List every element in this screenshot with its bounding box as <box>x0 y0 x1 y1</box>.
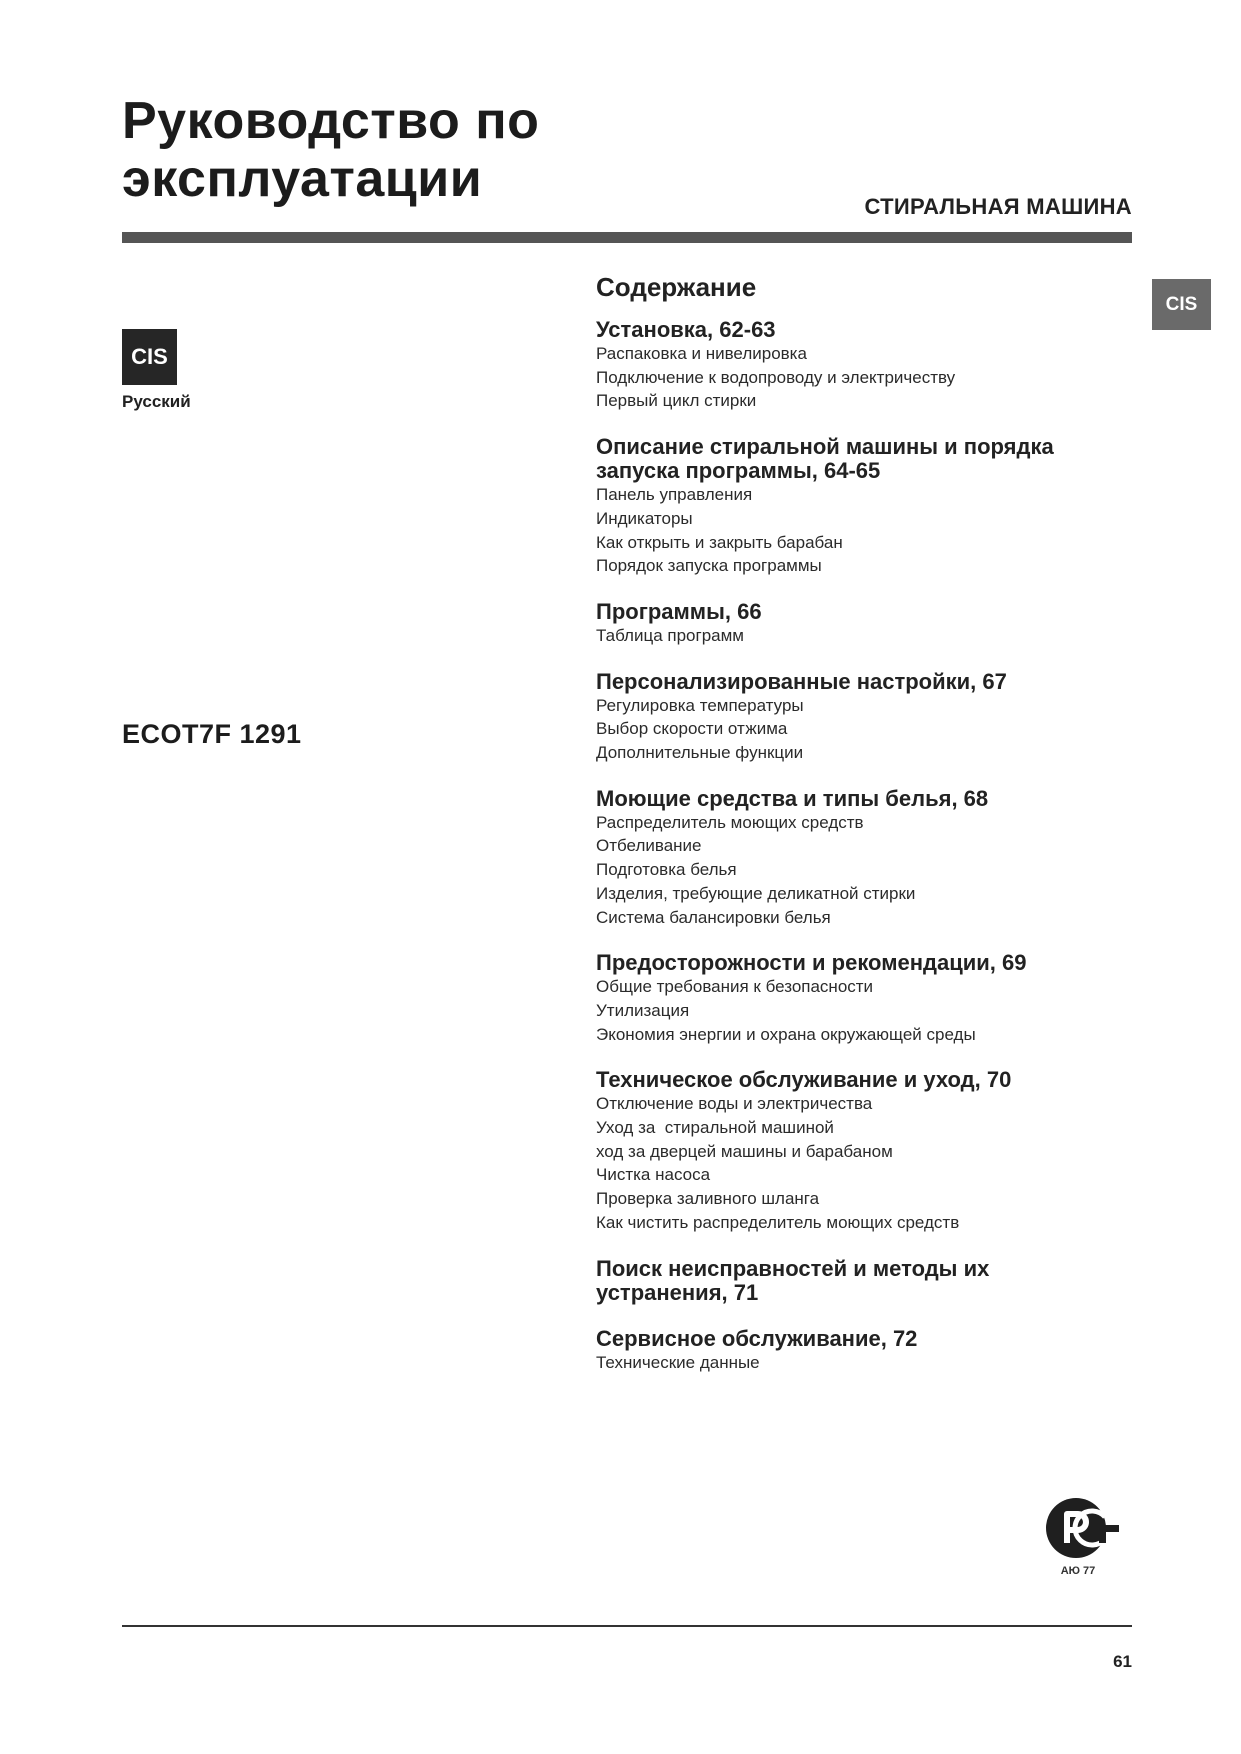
toc-item[interactable]: Подключение к водопроводу и электричеству <box>596 367 956 387</box>
toc-item[interactable]: Индикаторы <box>596 508 693 528</box>
page-number: 61 <box>1113 1652 1132 1671</box>
toc-section-title[interactable] <box>596 1068 1136 1092</box>
toc-item[interactable]: Панель управления <box>596 485 753 505</box>
toc-section <box>596 435 1136 578</box>
toc-section-title[interactable] <box>596 600 1136 624</box>
document-title-line-1: Руководство по <box>122 92 540 150</box>
product-type: СТИРАЛЬНАЯ МАШИНА <box>864 194 1132 219</box>
toc-item[interactable]: Подготовка белья <box>596 860 737 880</box>
toc-section-title[interactable] <box>596 435 1136 483</box>
pct-certification-mark-icon <box>1043 1495 1121 1567</box>
toc-section-title-line: Описание стиральной машины и порядка <box>596 434 1054 460</box>
toc-item[interactable]: Технические данные <box>596 1352 760 1372</box>
toc-item-list <box>596 975 1136 1046</box>
language-label: Русский <box>122 392 191 411</box>
toc-item[interactable]: Чистка насоса <box>596 1165 711 1185</box>
toc-item[interactable]: ход за дверцей машины и барабаном <box>596 1141 893 1161</box>
toc-item[interactable]: Порядок запуска программы <box>596 556 822 576</box>
toc-section-title[interactable] <box>596 1257 1136 1305</box>
toc-section-title-line: запуска программы, 64-65 <box>596 458 881 484</box>
toc-item[interactable]: Таблица программ <box>596 625 744 645</box>
toc-item-list <box>596 694 1136 765</box>
toc-section <box>596 951 1136 1046</box>
toc-item[interactable]: Система балансировки белья <box>596 907 831 927</box>
toc-section-title-line: Установка, 62-63 <box>596 317 776 342</box>
toc-item[interactable]: Первый цикл стирки <box>596 391 757 411</box>
toc-section-title[interactable] <box>596 787 1136 811</box>
toc-item-list <box>596 811 1136 930</box>
model-number: ECOT7F 1291 <box>122 719 302 749</box>
toc-section-title-line: Программы, 66 <box>596 598 762 624</box>
toc-item[interactable]: Отключение воды и электричества <box>596 1094 873 1114</box>
toc-item[interactable]: Регулировка температуры <box>596 695 804 715</box>
toc-item[interactable]: Проверка заливного шланга <box>596 1189 820 1209</box>
toc-section <box>596 600 1136 648</box>
toc-section-title[interactable] <box>596 1327 1136 1351</box>
toc-item[interactable]: Как открыть и закрыть барабан <box>596 532 843 552</box>
header-divider <box>122 232 1132 243</box>
toc-section <box>596 1257 1136 1305</box>
toc-section-title-line: Моющие средства и типы белья, 68 <box>596 785 989 811</box>
toc-item[interactable]: Как чистить распределитель моющих средств <box>596 1212 960 1232</box>
toc-item-list <box>596 624 1136 648</box>
toc-item[interactable]: Экономия энергии и охрана окружающей среды <box>596 1024 976 1044</box>
language-badge: CIS <box>122 329 177 385</box>
document-title <box>122 92 539 208</box>
toc-section <box>596 787 1136 930</box>
table-of-contents <box>596 272 1136 1396</box>
toc-item[interactable]: Уход за стиральной машиной <box>596 1118 834 1138</box>
toc-section-title-line: Персонализированные настройки, 67 <box>596 668 1007 694</box>
toc-item[interactable]: Изделия, требующие деликатной стирки <box>596 883 916 903</box>
toc-item-list <box>596 1092 1136 1234</box>
toc-section <box>596 1327 1136 1375</box>
document-title-line-2: эксплуатации <box>122 150 483 208</box>
toc-section-title-line: Предосторожности и рекомендации, 69 <box>596 950 1027 976</box>
toc-section <box>596 318 1136 413</box>
toc-section <box>596 670 1136 765</box>
toc-item[interactable]: Распаковка и нивелировка <box>596 344 807 363</box>
toc-section-title-line: Сервисное обслуживание, 72 <box>596 1325 918 1351</box>
toc-item-list <box>596 1351 1136 1375</box>
toc-section-title-line: Техническое обслуживание и уход, 70 <box>596 1067 1012 1093</box>
toc-section-title[interactable] <box>596 951 1136 975</box>
toc-section <box>596 1068 1136 1234</box>
toc-item-list <box>596 483 1136 578</box>
toc-section-title-line: устранения, 71 <box>596 1279 759 1305</box>
toc-item[interactable]: Дополнительные функции <box>596 743 804 763</box>
toc-item[interactable]: Выбор скорости отжима <box>596 719 788 739</box>
toc-item[interactable]: Утилизация <box>596 1000 690 1020</box>
toc-item[interactable]: Распределитель моющих средств <box>596 812 864 832</box>
toc-section-title[interactable] <box>596 318 1136 342</box>
toc-heading: Содержание <box>596 272 757 302</box>
toc-item-list <box>596 342 1136 413</box>
certification-code: АЮ 77 <box>1060 1565 1096 1577</box>
toc-section-title-line: Поиск неисправностей и методы их <box>596 1255 990 1281</box>
language-side-tab[interactable]: CIS <box>1152 279 1211 330</box>
toc-item[interactable]: Отбеливание <box>596 836 702 856</box>
toc-sections <box>596 318 1136 1374</box>
toc-item[interactable]: Общие требования к безопасности <box>596 977 874 997</box>
footer-divider <box>122 1625 1132 1627</box>
toc-section-title[interactable] <box>596 670 1136 694</box>
